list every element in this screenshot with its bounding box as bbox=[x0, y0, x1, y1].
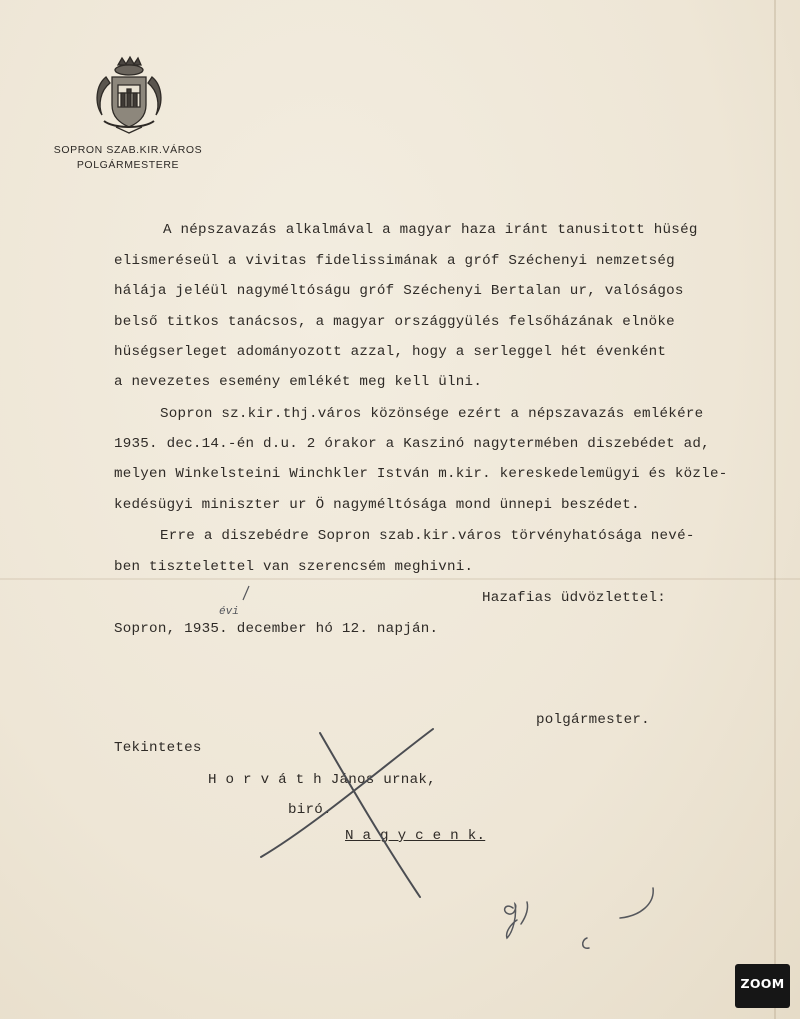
pencil-scribble-icon bbox=[495, 880, 665, 955]
letterhead-city: SOPRON SZAB.KIR.VÁROS bbox=[53, 144, 203, 156]
body-line: hálája jeléül nagyméltóságu gróf Széchenyi Bertalan ur, valóságos bbox=[114, 283, 684, 299]
fold-crease-vertical bbox=[774, 0, 776, 1019]
body-line: kedésügyi miniszter ur Ö nagyméltósága mond ünnepi beszédet. bbox=[114, 497, 640, 513]
handwritten-insert: évi bbox=[219, 606, 239, 618]
body-line: Sopron sz.kir.thj.város közönsége ezért a népszavazás emlékére bbox=[160, 406, 704, 422]
pencil-tick-icon bbox=[235, 578, 275, 618]
address-name: H o r v á t h János urnak, bbox=[208, 772, 436, 788]
body-line: Erre a diszebédre Sopron szab.kir.város törvényhatósága nevé- bbox=[160, 528, 695, 544]
zoom-watermark-badge bbox=[735, 964, 790, 1008]
fold-crease-horizontal bbox=[0, 578, 800, 580]
body-line: elismeréseül a vivitas fidelissimának a gróf Széchenyi nemzetség bbox=[114, 253, 675, 269]
date-line: Sopron, 1935. december hó 12. napján. bbox=[114, 621, 439, 637]
body-line: melyen Winkelsteini Winchkler István m.kir. kereskedelemügyi és közle- bbox=[114, 466, 728, 482]
signatory-title: polgármester. bbox=[536, 712, 650, 728]
body-line: 1935. dec.14.-én d.u. 2 órakor a Kaszinó nagytermében diszebédet ad, bbox=[114, 436, 710, 452]
body-line: A népszavazás alkalmával a magyar haza iránt tanusitott hüség bbox=[163, 222, 698, 238]
letterhead bbox=[40, 143, 216, 173]
address-salutation: Tekintetes bbox=[114, 740, 202, 756]
body-line: belső titkos tanácsos, a magyar országgyülés felsőházának elnöke bbox=[114, 314, 675, 330]
address-place: N a g y c e n k. bbox=[345, 828, 486, 844]
zoom-logo-icon: ZOOM bbox=[740, 976, 785, 991]
pencil-cross-icon bbox=[255, 725, 440, 905]
address-title: biró. bbox=[288, 802, 332, 818]
closing-greeting: Hazafias üdvözlettel: bbox=[482, 590, 667, 606]
coat-of-arms-icon bbox=[88, 55, 168, 137]
letterhead-office: POLGÁRMESTERE bbox=[76, 159, 180, 171]
body-line: a nevezetes esemény emlékét meg kell ülni. bbox=[114, 374, 483, 390]
body-line: hüségserleget adományozott azzal, hogy a serleggel hét évenként bbox=[114, 344, 667, 360]
body-line: ben tisztelettel van szerencsém meghivni. bbox=[114, 559, 474, 575]
